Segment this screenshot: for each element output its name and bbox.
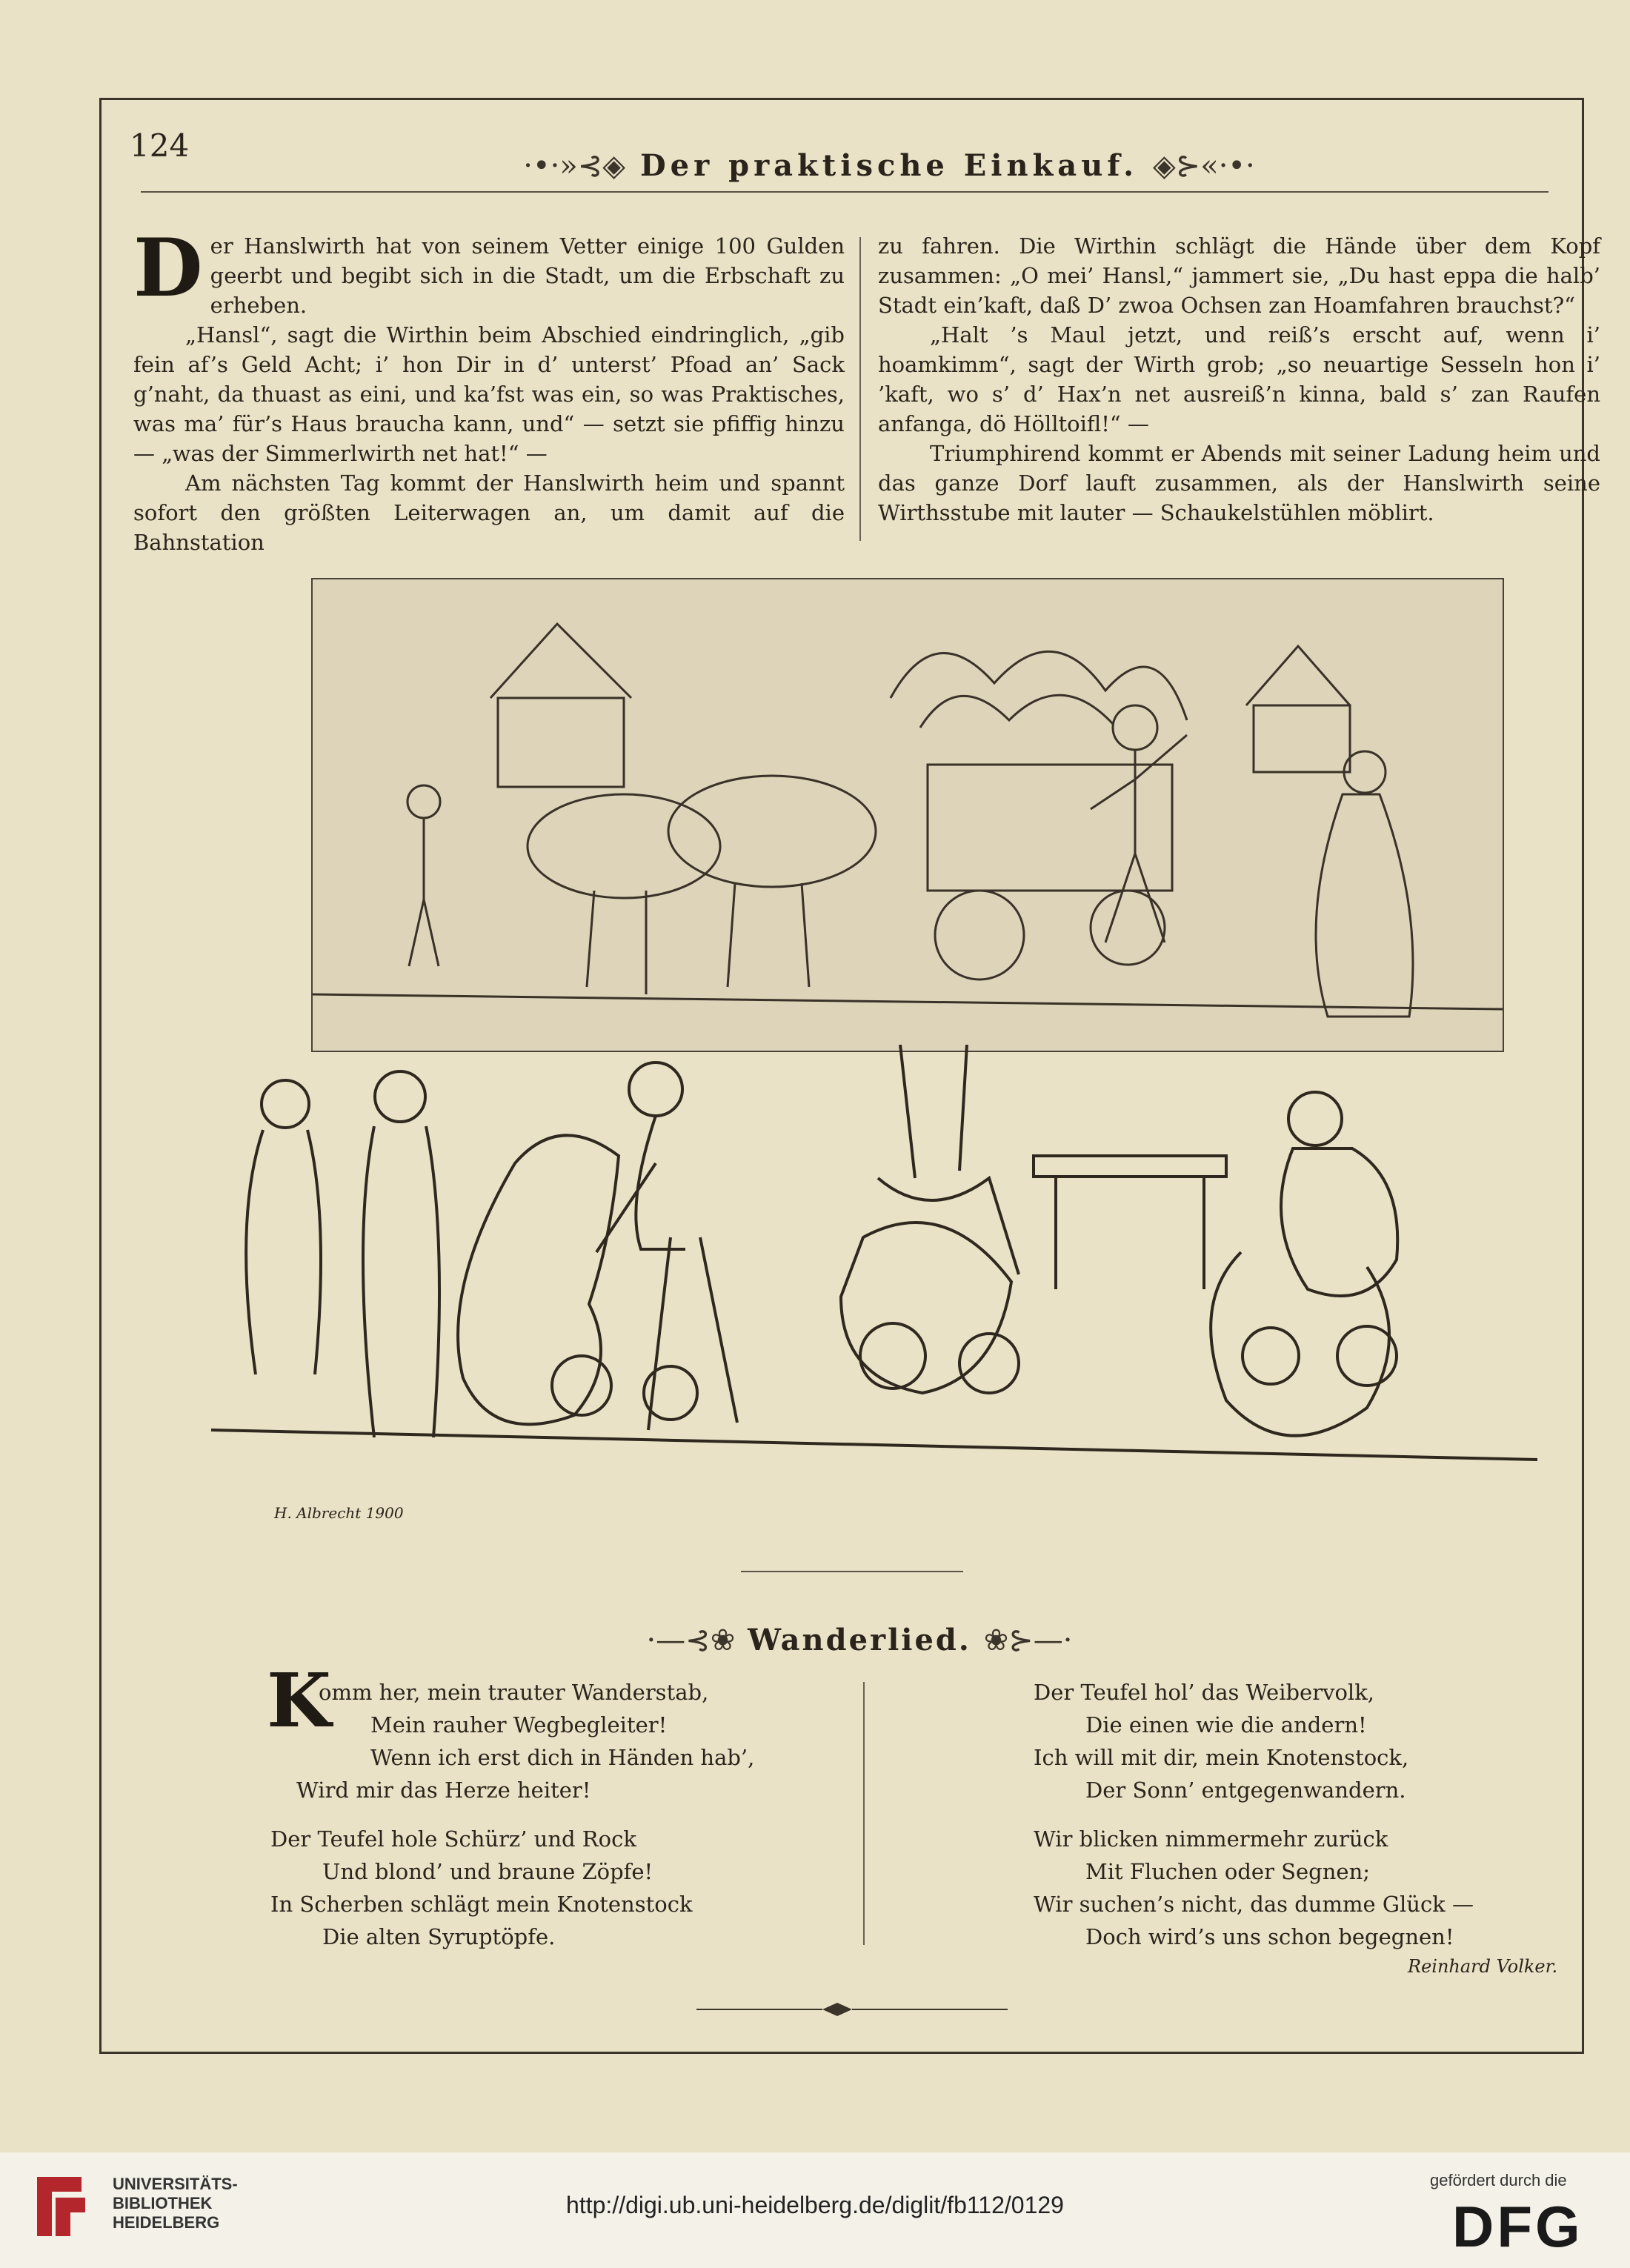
poem-ornament-left: ·—⊰❀ — [646, 1623, 736, 1657]
poem-line: Mit Fluchen oder Segnen; — [1085, 1859, 1371, 1884]
story-paragraph: „Halt ’s Maul jetzt, und reiß’s erscht auf, wenn i’ hoamkimm“, sagt der Wirth grob; „so neuartige Sesseln hon i’ ’kaft, wo s’ d’ Hax’n net ausreiß’n kinna, bald s’ zan Raufen anfanga, dö Hölltoifl!“ — — [878, 322, 1600, 436]
story-paragraph: Der Hanslwirth hat von seinem Vetter einige 100 Gulden geerbt und begibt sich in die Stadt, um die Erbschaft zu erheben. — [133, 222, 845, 318]
poem-line: Der Teufel hole Schürz’ und Rock — [270, 1826, 636, 1852]
poem-line: Wir suchen’s nicht, das dumme Glück — — [1034, 1892, 1474, 1917]
poem-stanza-left-2 — [270, 1823, 693, 1953]
poem-line: Doch wird’s uns schon begegnen! — [1085, 1924, 1454, 1949]
title-ornament-right: ◈⊱«·•· — [1152, 149, 1255, 183]
poem-line: In Scherben schlägt mein Knotenstock — [270, 1892, 693, 1917]
library-name-line: UNIVERSITÄTS- — [113, 2175, 238, 2193]
story-paragraph: Am nächsten Tag kommt der Hanslwirth heim und spannt sofort den größten Leiterwagen an, um damit auf die Bahnstation — [133, 470, 845, 555]
engraving-illustration — [211, 563, 1537, 1534]
dfg-logo: DFG — [1452, 2194, 1583, 2259]
poem-title: Wanderlied. — [748, 1623, 971, 1657]
library-name-line: HEIDELBERG — [113, 2213, 220, 2232]
poem-line: Die alten Syruptöpfe. — [322, 1924, 556, 1949]
poem-line: Wir blicken nimmermehr zurück — [1034, 1826, 1388, 1852]
poem-stanza-right-1 — [1034, 1676, 1408, 1806]
poem-line: Ich will mit dir, mein Knotenstock, — [1034, 1745, 1409, 1770]
story-paragraph: zu fahren. Die Wirthin schlägt die Hände über dem Kopf zusammen: „O mei’ Hansl,“ jammert sie, „Du hast eppa die halb’ Stadt ein’kaft, daß D’ zwoa Ochsen zan Hoamfahren brauchst?“ — [878, 233, 1600, 318]
poem-line: Und blond’ und braune Zöpfe! — [322, 1859, 653, 1884]
poem-line: omm her, mein trauter Wanderstab, — [319, 1680, 709, 1705]
poem-line: Wird mir das Herze heiter! — [296, 1778, 591, 1803]
story-paragraph: „Hansl“, sagt die Wirthin beim Abschied eindringlich, „gib fein af’s Geld Acht; i’ hon Dir in d’ unterst’ Pfoad an’ Sack g’naht, da thuast as eini, und ka’fst was ein, so was Praktisches, was ma’ für’s Haus braucha kann, und“ — setzt sie pfiffig hinzu — „was der Simmerlwirth net hat!“ — — [133, 322, 845, 466]
page-number: 124 — [130, 127, 190, 164]
story-left-column — [133, 222, 845, 557]
poem-line: Die einen wie die andern! — [1085, 1712, 1367, 1737]
poem-line: Der Sonn’ entgegenwandern. — [1085, 1778, 1406, 1803]
poem-line: Mein rauher Wegbegleiter! — [370, 1712, 668, 1737]
end-ornament — [696, 2001, 1008, 2018]
poem-ornament-right: ❀⊱—· — [983, 1623, 1073, 1657]
poem-line: Der Teufel hol’ das Weibervolk, — [1034, 1680, 1374, 1705]
poem-column-divider — [863, 1682, 865, 1945]
source-url-link[interactable]: http://digi.ub.uni-heidelberg.de/diglit/fb112/0129 — [566, 2192, 1064, 2218]
story-paragraph: Triumphirend kommt er Abends mit seiner Ladung heim und das ganze Dorf lauft zusammen, als der Hanslwirth seine Wirthsstube mit lauter — Schaukelstühlen möblirt. — [878, 441, 1600, 525]
poem-stanza-left-1 — [296, 1676, 755, 1806]
poem-author: Reinhard Volker. — [1408, 1956, 1558, 1977]
illustration-cart-scene — [311, 578, 1504, 1052]
tavern-scene-sketch — [211, 1045, 1537, 1526]
poem-dropcap: K — [267, 1657, 331, 1744]
poem-line: Wenn ich erst dich in Händen hab’, — [370, 1745, 755, 1770]
section-divider — [741, 1571, 963, 1572]
story-right-column — [878, 231, 1600, 528]
artist-signature: H. Albrecht 1900 — [274, 1504, 404, 1522]
title-ornament-left: ·•·»⊰◈ — [523, 149, 626, 183]
story-dropcap: D — [133, 222, 203, 315]
illustration-tavern-scene — [211, 1045, 1537, 1526]
poem-title-line — [637, 1623, 1082, 1657]
header-rule — [141, 191, 1548, 193]
page-title-line — [519, 148, 1260, 183]
poem-stanza-right-2 — [1034, 1823, 1474, 1953]
page-title: Der praktische Einkauf. — [639, 148, 1138, 183]
library-name-line: BIBLIOTHEK — [113, 2194, 213, 2212]
column-divider — [859, 237, 861, 541]
funding-note: gefördert durch die — [1430, 2171, 1567, 2189]
cart-scene-sketch — [313, 579, 1503, 1051]
